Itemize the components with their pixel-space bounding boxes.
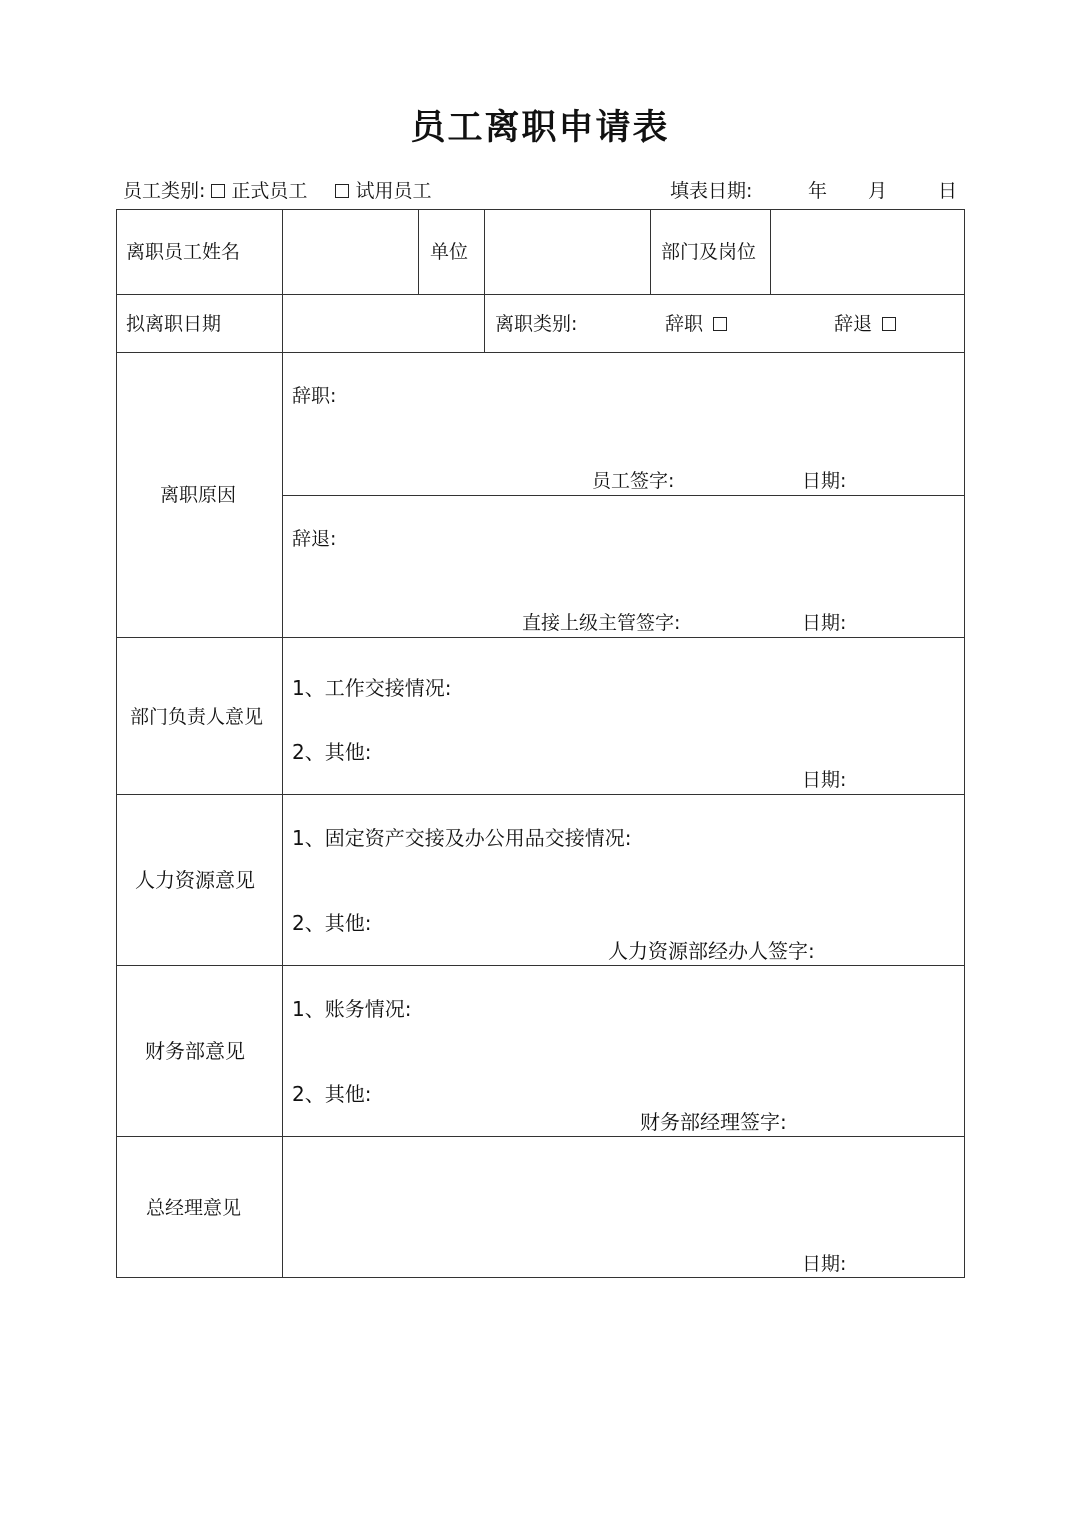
- fill-date-label: 填表日期:: [670, 180, 753, 202]
- unit-label: 单位: [430, 241, 469, 263]
- row-divider: [116, 637, 965, 638]
- leave-type-label: 离职类别:: [495, 313, 578, 335]
- department-position-label: 部门及岗位: [661, 241, 757, 263]
- employee-category-label: 员工类别:: [123, 180, 206, 202]
- table-border-top: [116, 209, 965, 210]
- fill-date-year: 年: [808, 180, 828, 202]
- probation-employee-checkbox[interactable]: [335, 184, 349, 198]
- dismiss-reason-label: 辞退:: [292, 528, 337, 550]
- row-divider: [116, 352, 965, 353]
- row-divider: [116, 294, 965, 295]
- regular-employee-checkbox[interactable]: [211, 184, 225, 198]
- table-border-left: [116, 209, 117, 1278]
- finance-opinion-label: 财务部意见: [145, 1039, 245, 1063]
- dismiss-option: [834, 312, 902, 336]
- form-title: 员工离职申请表: [410, 108, 670, 148]
- row-divider: [116, 794, 965, 795]
- fill-date-day: 日: [938, 180, 958, 202]
- table-border-right: [964, 209, 965, 1278]
- dismiss-date-label: 日期:: [802, 612, 847, 634]
- employee-name-label: 离职员工姓名: [126, 241, 241, 263]
- resign-option-label: 辞职: [665, 313, 704, 335]
- row-divider: [116, 965, 965, 966]
- column-divider: [418, 209, 419, 295]
- label-column-divider: [282, 209, 283, 1278]
- resign-checkbox[interactable]: [713, 317, 727, 331]
- hr-opinion-label: 人力资源意见: [135, 868, 255, 892]
- supervisor-signature-label: 直接上级主管签字:: [522, 612, 681, 634]
- row-divider: [116, 1136, 965, 1137]
- reason-subdivider: [282, 495, 965, 496]
- finance-other-label: 2、其他:: [292, 1082, 372, 1106]
- column-divider: [770, 209, 771, 295]
- dept-head-opinion-label: 部门负责人意见: [130, 706, 264, 728]
- hr-handler-signature-label: 人力资源部经办人签字:: [608, 939, 815, 963]
- resign-option: [665, 312, 733, 336]
- column-divider: [484, 209, 485, 353]
- column-divider: [650, 209, 651, 295]
- gm-date-label: 日期:: [802, 1253, 847, 1275]
- planned-leave-date-label: 拟离职日期: [126, 313, 222, 335]
- finance-manager-signature-label: 财务部经理签字:: [640, 1110, 787, 1134]
- employee-category: [123, 176, 431, 203]
- regular-employee-label: 正式员工: [231, 180, 308, 202]
- probation-employee-label: 试用员工: [355, 180, 432, 202]
- dept-other-label: 2、其他:: [292, 740, 372, 764]
- dismiss-option-label: 辞退: [834, 313, 873, 335]
- hr-other-label: 2、其他:: [292, 911, 372, 935]
- leave-reason-label: 离职原因: [160, 484, 237, 506]
- asset-handover-label: 1、固定资产交接及办公用品交接情况:: [292, 826, 632, 850]
- resign-date-label: 日期:: [802, 470, 847, 492]
- table-border-bottom: [116, 1277, 965, 1278]
- employee-signature-label: 员工签字:: [592, 470, 675, 492]
- dept-date-label: 日期:: [802, 769, 847, 791]
- gm-opinion-label: 总经理意见: [146, 1197, 242, 1219]
- fill-date-month: 月: [868, 180, 888, 202]
- resign-reason-label: 辞职:: [292, 385, 337, 407]
- dismiss-checkbox[interactable]: [882, 317, 896, 331]
- work-handover-label: 1、工作交接情况:: [292, 676, 452, 700]
- accounts-status-label: 1、账务情况:: [292, 997, 412, 1021]
